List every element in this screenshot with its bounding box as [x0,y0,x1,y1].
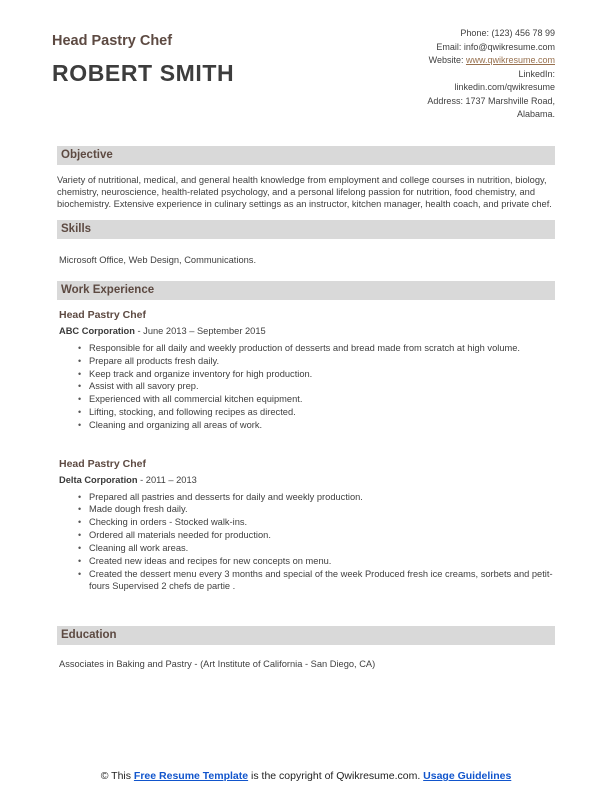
bullet-item: • Assist with all savory prep. [78,380,555,392]
footer-link-usage-guidelines[interactable]: Usage Guidelines [423,770,512,782]
bullet-item: • Cleaning all work areas. [78,542,555,554]
contact-address-line2: Alabama. [516,109,555,119]
bullet-item: • Prepared all pastries and desserts for daily and weekly production. [78,491,555,503]
footer-middle: is the copyright of Qwikresume.com. [248,770,424,782]
bullet-item: • Created the dessert menu every 3 months and special of the week Produced fresh ice creams, sorbets and petit-fours Supervised 2 chefs de partie . [78,568,555,593]
job-company: ABC Corporation [59,325,135,336]
footer-link-free-resume-template[interactable]: Free Resume Template [133,770,249,782]
job-company-line [57,326,555,336]
footer-text [91,769,521,784]
bullet-item: • Lifting, stocking, and following recipes as directed. [78,406,555,418]
footer-prefix: © This [100,770,134,782]
section-header-education: Education [57,626,555,645]
contact-email: Email: info@qwikresume.com [436,41,555,52]
bullet-item: • Experienced with all commercial kitchen equipment. [78,393,555,405]
contact-info [427,27,555,122]
bullet-item: • Checking in orders - Stocked walk-ins. [78,516,555,528]
contact-website-link[interactable]: www.qwikresume.com [465,55,555,65]
resume-job-title: Head Pastry Chef [52,33,173,49]
job-company: Delta Corporation [59,474,138,485]
job-role: Head Pastry Chef [59,308,146,321]
contact-address-line1: Address: 1737 Marshville Road, [427,95,555,106]
bullet-item: • Ordered all materials needed for production. [78,529,555,541]
contact-website [427,54,555,68]
job-dates: - 2011 – 2013 [137,474,197,485]
contact-phone: Phone: (123) 456 78 99 [460,28,555,38]
job-entry-abc-corporation [57,309,555,432]
contact-linkedin-label: LinkedIn: [518,68,555,79]
section-header-work-experience: Work Experience [57,281,555,300]
contact-website-label: Website: [428,55,466,65]
candidate-name: ROBERT SMITH [52,60,235,86]
job-role: Head Pastry Chef [59,457,146,470]
job-dates: - June 2013 – September 2015 [134,325,266,336]
bullet-item: • Prepare all products fresh daily. [78,355,555,367]
resume-header [52,27,555,122]
job-entry-delta-corporation [57,458,555,593]
skills-text: Microsoft Office, Web Design, Communications. [59,255,257,266]
job-company-line [57,475,555,485]
education-text: Associates in Baking and Pastry - (Art Institute of California - San Diego, CA) [59,658,376,669]
footer [0,769,612,784]
bullet-item: • Cleaning and organizing all areas of work. [78,419,555,431]
objective-text: Variety of nutritional, medical, and general health knowledge from employment and college courses in nutrition, biology, chemistry, neuroscience, health-related psychology, and a personal lifelong passion for nutrition, food chemistry, and biochemistry. Extensive experience in culinary settings as an instructor, kitchen manager, health coach, and private chef. [57,174,552,210]
bullet-item: • Made dough fresh daily. [78,503,555,515]
section-header-skills: Skills [57,220,555,239]
job-bullet-list [78,342,555,432]
contact-linkedin-value: linkedin.com/qwikresume [454,82,555,92]
bullet-item: • Responsible for all daily and weekly production of desserts and bread made from scratch at high volume. [78,342,555,354]
header-left [52,27,235,87]
section-header-objective: Objective [57,146,555,165]
job-bullet-list [78,491,555,593]
bullet-item: • Created new ideas and recipes for new concepts on menu. [78,555,555,567]
bullet-item: • Keep track and organize inventory for high production. [78,368,555,380]
